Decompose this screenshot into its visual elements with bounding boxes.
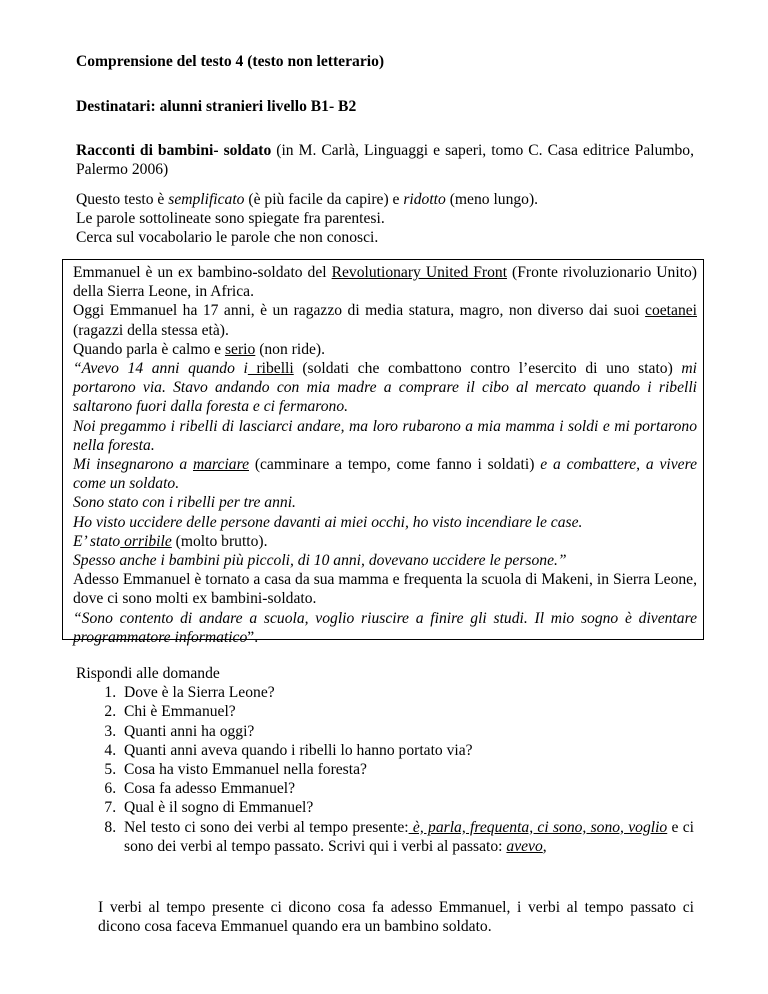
underlined-term: Revolutionary United Front bbox=[331, 264, 508, 281]
closing-note: I verbi al tempo presente ci dicono cosa fa adesso Emmanuel, i verbi al tempo passato ci dicono cosa faceva Emmanuel quando era un bambino soldato. bbox=[98, 899, 694, 936]
intro-line-3: Cerca sul vocabolario le parole che non conosci. bbox=[76, 229, 379, 247]
question-text: Nel testo ci sono dei verbi al tempo presente: bbox=[124, 818, 409, 836]
question-item: 6. Cosa fa adesso Emmanuel? bbox=[120, 779, 694, 798]
question-item: 4. Quanti anni aveva quando i ribelli lo hanno portato via? bbox=[120, 741, 694, 760]
story-text: Quando parla è calmo e bbox=[73, 340, 225, 358]
story-quote: Mi insegnarono a bbox=[73, 456, 193, 474]
story-text: (soldati che combattono contro l’esercito di uno stato) bbox=[293, 360, 682, 378]
underlined-term: orribile bbox=[120, 532, 172, 550]
story-text: (Fronte rivoluzionario Unito) della Sierra Leone, in Africa. bbox=[73, 264, 697, 301]
story-quote: mi portarono via. Stavo andando con mia madre a comprare il cibo al mercato quando i ribelli saltarono fuori dalla foresta e ci fermarono. bbox=[73, 360, 697, 416]
story-quote: E’ stato bbox=[73, 532, 121, 550]
story-text: (molto brutto). bbox=[171, 532, 268, 550]
intro-text: (è più facile da capire) e bbox=[244, 191, 404, 208]
story-paragraph bbox=[73, 455, 697, 493]
question-item: 2. Chi è Emmanuel? bbox=[120, 702, 694, 721]
underlined-term: serio bbox=[224, 340, 256, 358]
question-text: , bbox=[542, 837, 547, 855]
story-text: (camminare a tempo, come fanno i soldati) bbox=[249, 456, 541, 474]
intro-term-reduced: ridotto bbox=[403, 191, 446, 208]
intro-line-1 bbox=[76, 190, 694, 209]
underlined-term: ribelli bbox=[247, 360, 294, 378]
story-text: ”. bbox=[247, 628, 259, 646]
story-paragraph: Ho visto uccidere delle persone davanti ai miei occhi, ho visto incendiare le case. bbox=[73, 513, 583, 531]
story-paragraph: Noi pregammo i ribelli di lasciarci andare, ma loro rubarono a mia mamma i soldi e mi portarono nella foresta. bbox=[73, 417, 697, 454]
story-quote: “Sono contento di andare a scuola, voglio riuscire a finire gli studi. Il mio sogno è diventare programmatore informatico bbox=[73, 609, 697, 646]
underlined-term: coetanei bbox=[645, 302, 697, 320]
story-quote: “Avevo 14 anni quando i bbox=[73, 360, 248, 378]
story-paragraph: Sono stato con i ribelli per tre anni. bbox=[73, 494, 296, 512]
story-text: (ragazzi della stessa età). bbox=[73, 321, 229, 339]
intro-line-2: Le parole sottolineate sono spiegate fra parentesi. bbox=[76, 210, 385, 228]
story-box bbox=[62, 259, 704, 646]
questions-list bbox=[76, 683, 694, 856]
questions-section bbox=[76, 664, 694, 856]
source-title: Racconti di bambini- soldato bbox=[76, 142, 272, 159]
story-paragraph bbox=[73, 263, 697, 301]
story-paragraph bbox=[73, 359, 697, 417]
intro-text: Questo testo è bbox=[76, 191, 169, 208]
past-verb-example: avevo bbox=[506, 837, 543, 855]
source-details: (in M. Carlà, Linguaggi e saperi, tomo C. Casa editrice Palumbo, Palermo 2006) bbox=[76, 142, 694, 179]
underlined-term: marciare bbox=[192, 456, 249, 474]
question-item: 7. Qual è il sogno di Emmanuel? bbox=[120, 798, 694, 817]
question-text: e ci sono dei verbi al tempo passato. Scrivi qui i verbi al passato: bbox=[124, 818, 694, 855]
question-item-8 bbox=[120, 818, 694, 856]
story-paragraph: Spesso anche i bambini più piccoli, di 10 anni, dovevano uccidere le persone.” bbox=[73, 552, 567, 570]
question-item: 5. Cosa ha visto Emmanuel nella foresta? bbox=[120, 760, 694, 779]
story-paragraph bbox=[73, 609, 697, 647]
document-title: Comprensione del testo 4 (testo non letterario) bbox=[76, 53, 385, 70]
story-paragraph: Adesso Emmanuel è tornato a casa da sua mamma e frequenta la scuola di Makeni, in Sierra Leone, dove ci sono molti ex bambini-soldato. bbox=[73, 571, 697, 608]
questions-heading: Rispondi alle domande bbox=[76, 665, 220, 682]
story-paragraph bbox=[73, 301, 697, 339]
audience-line: Destinatari: alunni stranieri livello B1- B2 bbox=[76, 98, 357, 115]
present-verbs: è, parla, frequenta, ci sono, sono, voglio bbox=[408, 818, 668, 836]
question-item: 1. Dove è la Sierra Leone? bbox=[120, 683, 694, 702]
intro-instructions bbox=[76, 190, 694, 248]
story-paragraph bbox=[73, 340, 697, 359]
intro-text: (meno lungo). bbox=[445, 191, 539, 208]
intro-term-simplified: semplificato bbox=[168, 191, 245, 208]
story-text: Emmanuel è un ex bambino-soldato del bbox=[73, 264, 332, 281]
story-quote: e a combattere, a vivere come un soldato. bbox=[73, 456, 697, 493]
story-paragraph bbox=[73, 532, 697, 551]
story-text: Oggi Emmanuel ha 17 anni, è un ragazzo di media statura, magro, non diverso dai suoi bbox=[73, 302, 646, 320]
story-text: (non ride). bbox=[255, 340, 326, 358]
source-citation bbox=[76, 141, 694, 179]
question-item: 3. Quanti anni ha oggi? bbox=[120, 722, 694, 741]
